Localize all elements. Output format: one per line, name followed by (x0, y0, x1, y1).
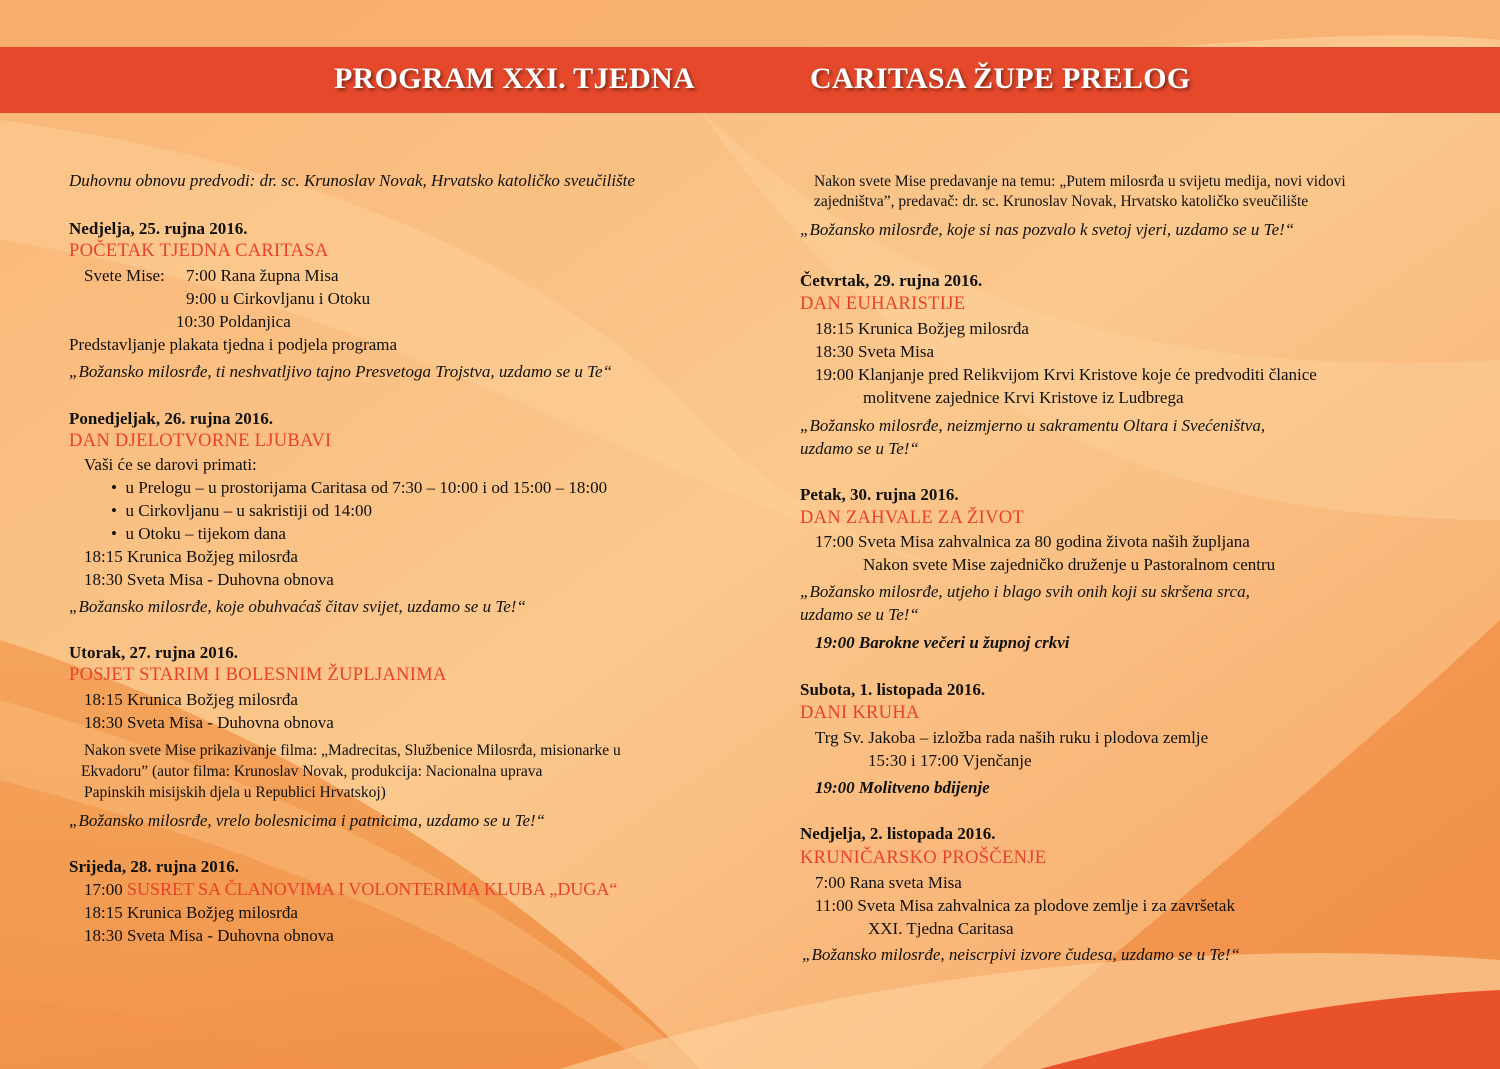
prayer-line: uzdamo se u Te!“ (800, 439, 919, 458)
schedule-line: 18:15 Krunica Božjeg milosrđa (84, 903, 298, 922)
day-date: Nedjelja, 25. rujna 2016. (69, 219, 248, 238)
schedule-line: 15:30 i 17:00 Vjenčanje (868, 751, 1032, 770)
day-title: POSJET STARIM I BOLESNIM ŽUPLJANIMA (69, 665, 447, 685)
bullet-icon: • (111, 501, 126, 520)
prayer-line: „Božansko milosrđe, vrelo bolesnicima i patnicima, uzdamo se u Te!“ (69, 811, 546, 830)
schedule-line: 7:00 Rana župna Misa (186, 266, 339, 285)
schedule-line: 18:30 Sveta Misa - Duhovna obnova (84, 926, 334, 945)
schedule-line: 7:00 Rana sveta Misa (815, 873, 962, 892)
schedule-line: 18:15 Krunica Božjeg milosrđa (84, 547, 298, 566)
bullet-text: u Prelogu – u prostorijama Caritasa od 7:30 – 10:00 i od 15:00 – 18:00 (125, 478, 608, 497)
note-line: Nakon svete Mise prikazivanje filma: „Madrecitas, Službenice Milosrđa, misionarke u (84, 742, 621, 759)
day-date: Utorak, 27. rujna 2016. (69, 643, 239, 662)
prayer-line: „Božansko milosrđe, utjeho i blago svih onih koji su skršena srca, (800, 582, 1250, 601)
right-column (800, 0, 1460, 1069)
day-title: DAN ZAHVALE ZA ŽIVOT (800, 508, 1025, 528)
title-left: PROGRAM XXI. TJEDNA (334, 62, 695, 95)
day-date: Nedjelja, 2. listopada 2016. (800, 824, 996, 843)
note-line: zajedništva”, predavač: dr. sc. Krunoslav Novak, Hrvatsko katoličko sveučilište (814, 193, 1309, 210)
schedule-line: 18:30 Sveta Misa (815, 342, 934, 361)
prayer-line: „Božansko milosrđe, neiscrpivi izvore čudesa, uzdamo se u Te!“ (802, 945, 1240, 964)
prayer-line: „Božansko milosrđe, ti neshvatljivo tajno Presvetoga Trojstva, uzdamo se u Te“ (69, 362, 613, 381)
intro-line: Duhovnu obnovu predvodi: dr. sc. Krunoslav Novak, Hrvatsko katoličko sveučilište (69, 171, 635, 190)
left-column (69, 0, 729, 1069)
bullet-item (111, 525, 286, 542)
prayer-line: „Božansko milosrđe, koje obuhvaćaš čitav svijet, uzdamo se u Te!“ (69, 597, 526, 616)
event-title: SUSRET SA ČLANOVIMA I VOLONTERIMA KLUBA „DUGA“ (126, 879, 618, 899)
day-date: Ponedjeljak, 26. rujna 2016. (69, 409, 273, 428)
schedule-line: 18:30 Sveta Misa - Duhovna obnova (84, 570, 334, 589)
schedule-line: 19:00 Klanjanje pred Relikvijom Krvi Kristove koje će predvoditi članice (815, 365, 1317, 384)
day-title: KRUNIČARSKO PROŠČENJE (800, 848, 1047, 868)
prayer-line: uzdamo se u Te!“ (800, 605, 919, 624)
schedule-line: molitvene zajednice Krvi Kristove iz Ludbrega (863, 388, 1184, 407)
day-date: Četvrtak, 29. rujna 2016. (800, 271, 983, 290)
schedule-line: 18:15 Krunica Božjeg milosrđa (815, 319, 1029, 338)
masses-label: Svete Mise: (84, 266, 165, 285)
day-date: Srijeda, 28. rujna 2016. (69, 857, 239, 876)
day-title: POČETAK TJEDNA CARITASA (69, 241, 329, 261)
day-title: DAN DJELOTVORNE LJUBAVI (69, 431, 332, 451)
schedule-line: Trg Sv. Jakoba – izložba rada naših ruku i plodova zemlje (815, 728, 1209, 747)
schedule-line: 11:00 Sveta Misa zahvalnica za plodove zemlje i za završetak (815, 896, 1235, 915)
schedule-line (84, 880, 617, 898)
schedule-line: 18:30 Sveta Misa - Duhovna obnova (84, 713, 334, 732)
evening-event: 19:00 Molitveno bdijenje (815, 778, 990, 797)
schedule-line: XXI. Tjedna Caritasa (868, 919, 1014, 938)
day-title: DANI KRUHA (800, 703, 920, 723)
bullet-item (111, 502, 372, 519)
schedule-line: 17:00 Sveta Misa zahvalnica za 80 godina života naših župljana (815, 532, 1250, 551)
schedule-line: Vaši će se darovi primati: (84, 455, 257, 474)
schedule-line: 18:15 Krunica Božjeg milosrđa (84, 690, 298, 709)
bullet-icon: • (111, 478, 126, 497)
title-right: CARITASA ŽUPE PRELOG (810, 62, 1191, 95)
schedule-line: 10:30 Poldanjica (176, 312, 291, 331)
schedule-line: Nakon svete Mise zajedničko druženje u Pastoralnom centru (863, 555, 1276, 574)
day-date: Petak, 30. rujna 2016. (800, 485, 959, 504)
bullet-text: u Cirkovljanu – u sakristiji od 14:00 (125, 501, 372, 520)
day-date: Subota, 1. listopada 2016. (800, 680, 986, 699)
note-line: Ekvadoru” (autor filma: Krunoslav Novak, produkcija: Nacionalna uprava (81, 763, 543, 780)
prayer-line: „Božansko milosrđe, neizmjerno u sakramentu Oltara i Svećeništva, (800, 416, 1266, 435)
prayer-line: „Božansko milosrđe, koje si nas pozvalo k svetoj vjeri, uzdamo se u Te!“ (800, 220, 1295, 239)
bullet-icon: • (111, 524, 126, 543)
schedule-line: 9:00 u Cirkovljanu i Otoku (186, 289, 371, 308)
note-line: Papinskih misijskih djela u Republici Hrvatskoj) (84, 784, 386, 801)
day-title: DAN EUHARISTIJE (800, 294, 966, 314)
note-line: Nakon svete Mise predavanje na temu: „Putem milosrđa u svijetu medija, novi vidovi (814, 173, 1346, 190)
evening-event: 19:00 Barokne večeri u župnoj crkvi (815, 633, 1070, 652)
event-time: 17:00 (84, 880, 123, 899)
bullet-item (111, 479, 607, 496)
schedule-line: Predstavljanje plakata tjedna i podjela programa (69, 335, 398, 354)
bullet-text: u Otoku – tijekom dana (125, 524, 286, 543)
